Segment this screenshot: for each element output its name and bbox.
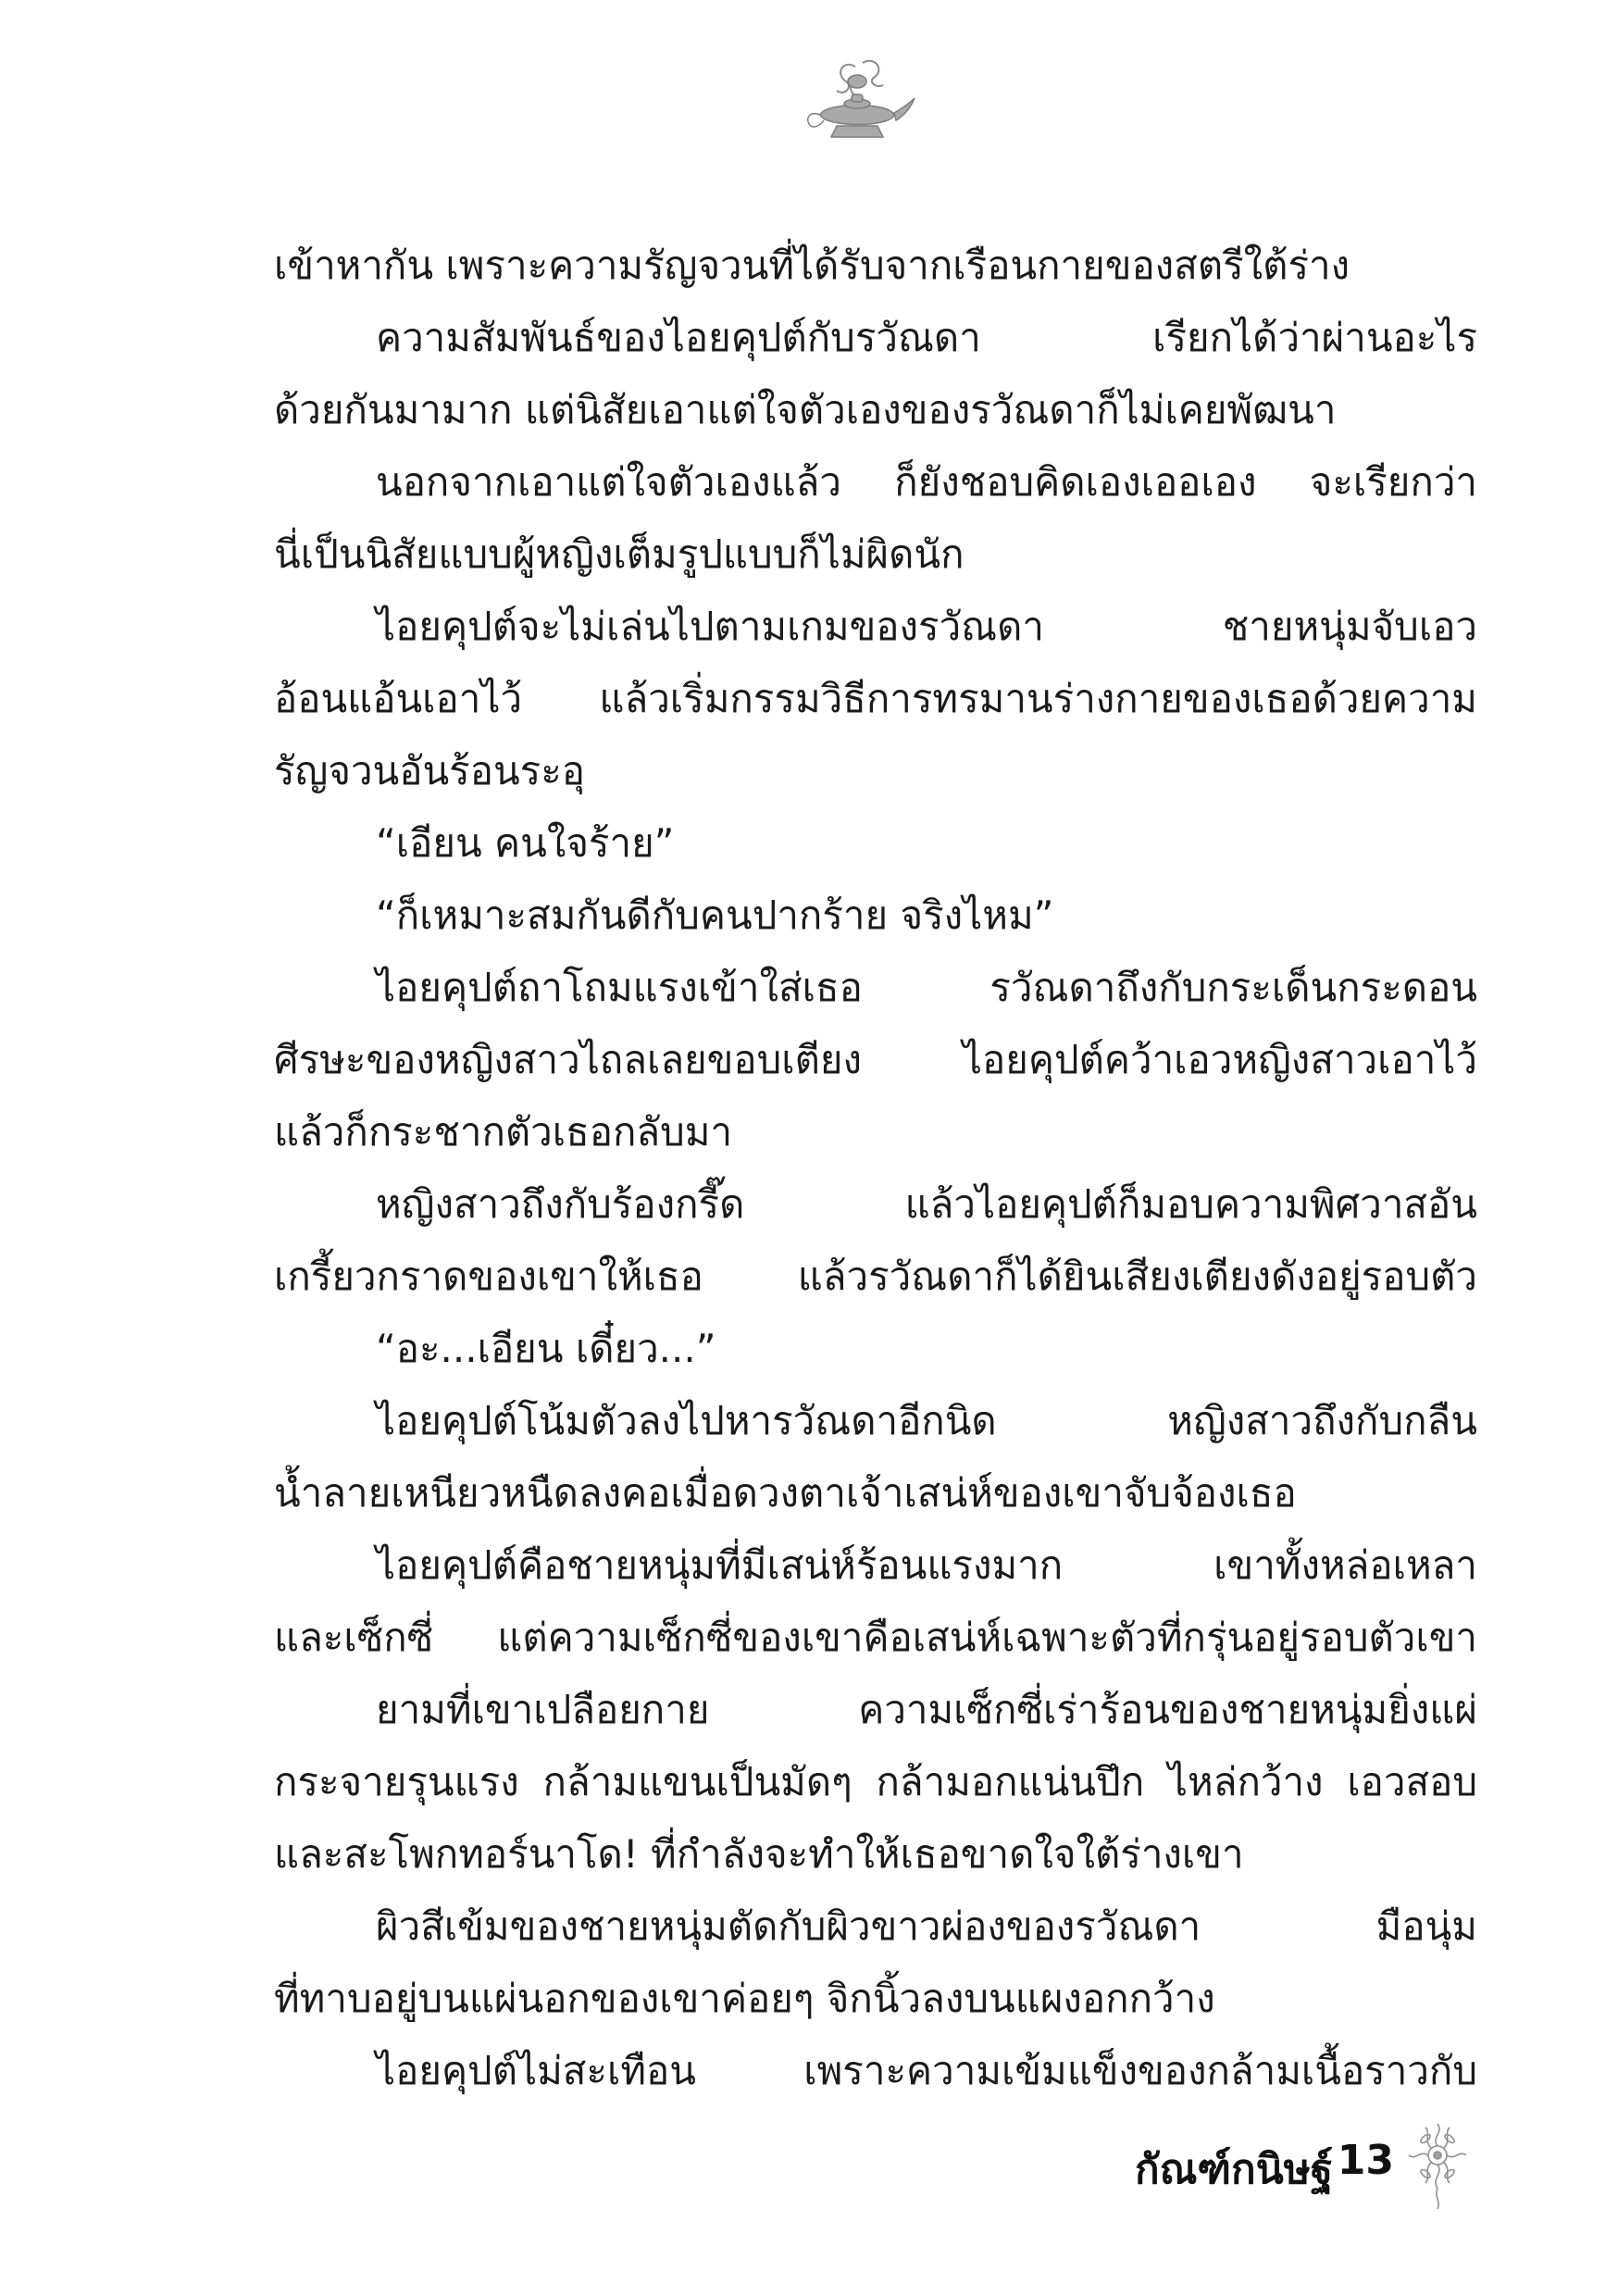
text-line: ไอยคุปต์ถาโถมแรงเข้าใส่เธอ รวัณดาถึงกับกระเด็นกระดอน <box>376 965 1477 1010</box>
text-line: นอกจากเอาแต่ใจตัวเองแล้ว ก็ยังชอบคิดเองเออเอง จะเรียกว่า <box>376 459 1477 505</box>
text-line: กระจายรุนแรง กล้ามแขนเป็นมัดๆ กล้ามอกแน่นปึก ไหล่กว้าง เอวสอบ <box>274 1759 1477 1804</box>
text-line: ไอยคุปต์โน้มตัวลงไปหารวัณดาอีกนิด หญิงสาวถึงกับกลืน <box>376 1398 1477 1443</box>
text-line: และเซ็กซี่ แต่ความเซ็กซี่ของเขาคือเสน่ห์เฉพาะตัวที่กรุ่นอยู่รอบตัวเขา <box>274 1615 1477 1660</box>
text-line: ผิวสีเข้มของชายหนุ่มตัดกับผิวขาวผ่องของรวัณดา มือนุ่ม <box>376 1903 1477 1949</box>
text-line: ไอยคุปต์คือชายหนุ่มที่มีเสน่ห์ร้อนแรงมาก เขาทั้งหล่อเหลา <box>376 1542 1477 1588</box>
genie-lamp-icon <box>798 54 918 156</box>
flower-ornament-icon <box>1403 2111 1472 2213</box>
text-line: ไอยคุปต์จะไม่เล่นไปตามเกมของรวัณดา ชายหนุ่มจับเอว <box>376 604 1477 649</box>
text-line: ยามที่เขาเปลือยกาย ความเซ็กซี่เร่าร้อนของชายหนุ่มยิ่งแผ่ <box>376 1687 1477 1732</box>
text-line: อ้อนแอ้นเอาไว้ แล้วเริ่มกรรมวิธีการทรมานร่างกายของเธอด้วยความ <box>274 676 1477 721</box>
body-text <box>274 230 1477 2107</box>
text-line: “เอียน คนใจร้าย” <box>376 820 675 866</box>
text-line: เกรี้ยวกราดของเขาให้เธอ แล้วรวัณดาก็ได้ยินเสียงเตียงดังอยู่รอบตัว <box>274 1254 1477 1299</box>
page-number: 13 <box>1337 2137 1394 2184</box>
text-line: น้ำลายเหนียวหนืดลงคอเมื่อดวงตาเจ้าเสน่ห์ของเขาจับจ้องเธอ <box>274 1470 1297 1516</box>
text-line: และสะโพกทอร์นาโด! ที่กำลังจะทำให้เธอขาดใจใต้ร่างเขา <box>274 1831 1244 1877</box>
text-line: ศีรษะของหญิงสาวไถลเลยขอบเตียง ไอยคุปต์คว้าเอวหญิงสาวเอาไว้ <box>274 1037 1477 1082</box>
text-line: ไอยคุปต์ไม่สะเทือน เพราะความเข้มแข็งของกล้ามเนื้อราวกับ <box>376 2048 1477 2093</box>
book-title: กัณฑ์กนิษฐ์ <box>1135 2146 1333 2193</box>
text-line: ที่ทาบอยู่บนแผ่นอกของเขาค่อยๆ จิกนิ้วลงบนแผงอกกว้าง <box>274 1976 1215 2021</box>
text-line: ความสัมพันธ์ของไอยคุปต์กับรวัณดา เรียกได้ว่าผ่านอะไร <box>376 315 1477 360</box>
text-line: รัญจวนอันร้อนระอุ <box>274 748 586 793</box>
text-line: “ก็เหมาะสมกันดีกับคนปากร้าย จริงไหม” <box>376 892 1054 938</box>
text-line: นี่เป็นนิสัยแบบผู้หญิงเต็มรูปแบบก็ไม่ผิดนัก <box>274 531 965 577</box>
text-line: เข้าหากัน เพราะความรัญจวนที่ได้รับจากเรือนกายของสตรีใต้ร่าง <box>274 243 1350 288</box>
text-line: “อะ...เอียน เดี๋ยว...” <box>376 1326 716 1371</box>
text-line: ด้วยกันมามาก แต่นิสัยเอาแต่ใจตัวเองของรวัณดาก็ไม่เคยพัฒนา <box>274 387 1337 432</box>
page-footer <box>1064 2111 1472 2213</box>
text-line: หญิงสาวถึงกับร้องกรี๊ด แล้วไอยคุปต์ก็มอบความพิศวาสอัน <box>376 1181 1477 1227</box>
text-line: แล้วก็กระชากตัวเธอกลับมา <box>274 1109 733 1154</box>
